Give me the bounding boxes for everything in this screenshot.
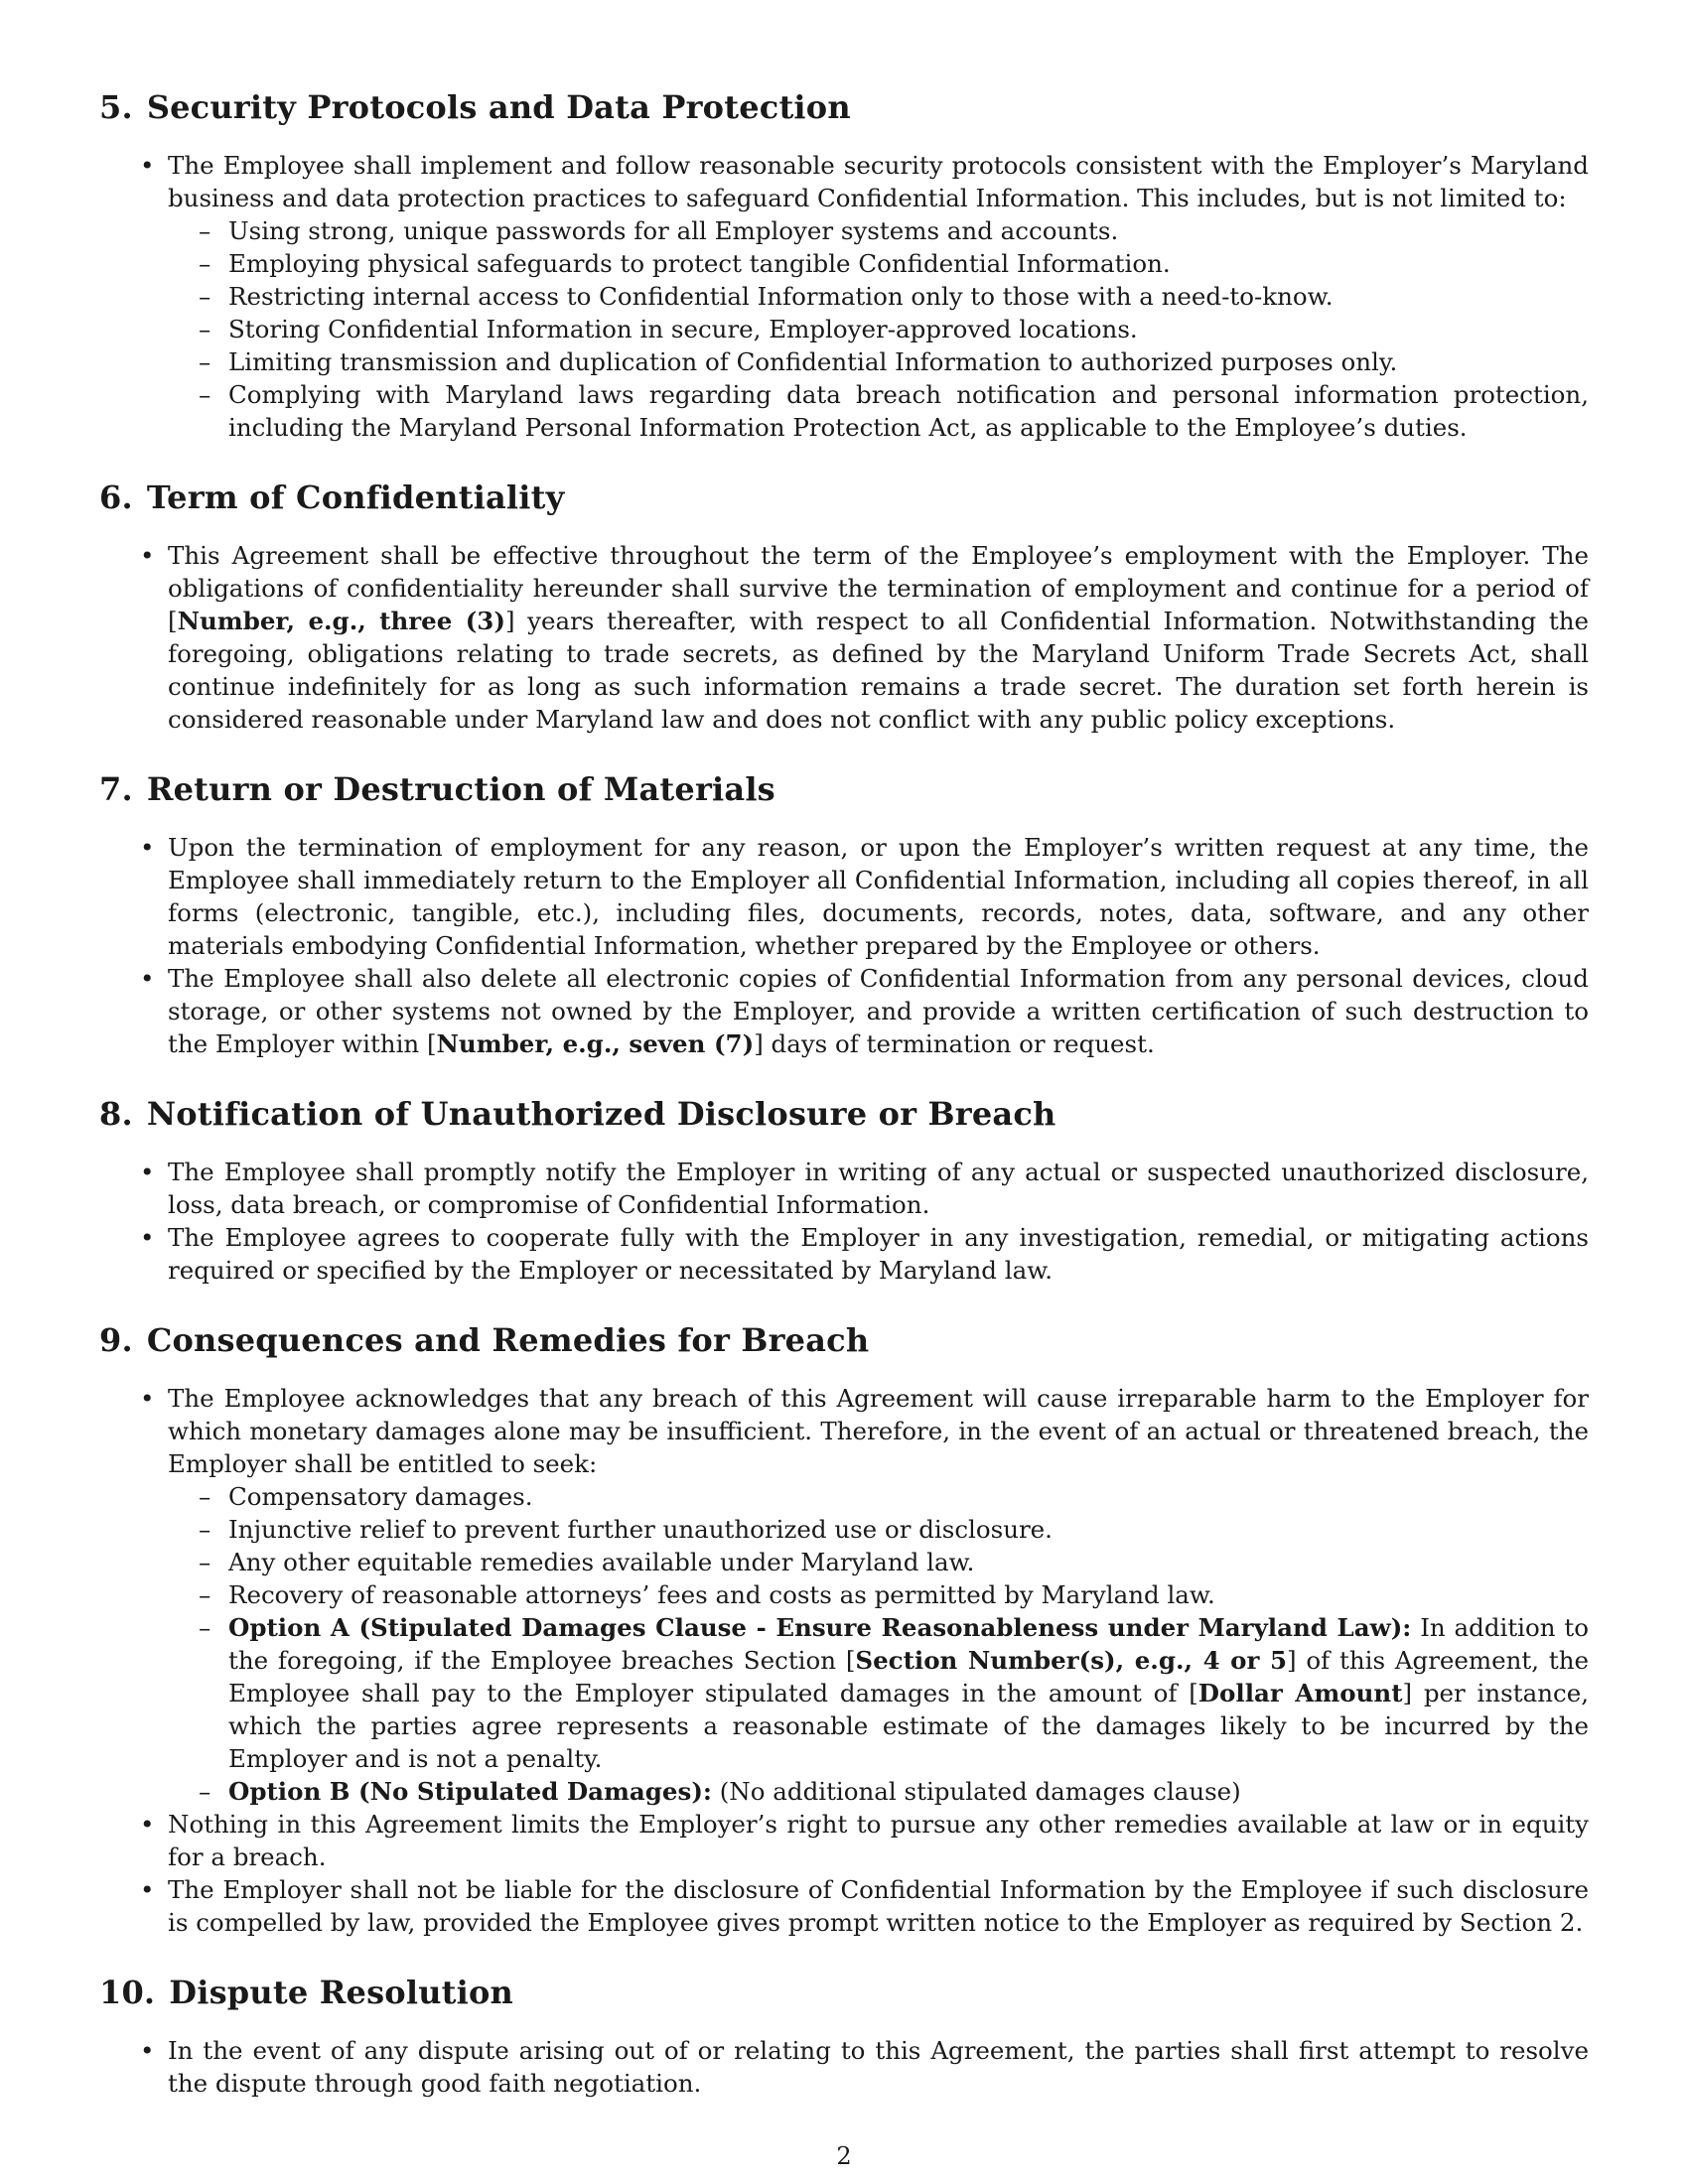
sub-list-item: – Injunctive relief to prevent further unauthorized use or disclosure. <box>228 1513 1589 1546</box>
sub-list-item: – Using strong, unique passwords for all Employer systems and accounts. <box>228 214 1589 247</box>
bullet-list <box>99 539 1589 736</box>
section-heading <box>99 1094 1589 1134</box>
sub-list-item: – Any other equitable remedies available under Maryland law. <box>228 1546 1589 1578</box>
placeholder-field: Section Number(s), e.g., 4 or 5 <box>855 1646 1288 1675</box>
placeholder-field: Number, e.g., seven (7) <box>436 1029 755 1058</box>
option-text: ] of this Agreement, the Employee shall pay to the Employer stipulated damages in the amount of [ <box>228 1646 1589 1707</box>
bullet-list <box>99 2034 1589 2100</box>
option-a-item <box>228 1611 1589 1775</box>
section-number: 7. <box>99 770 133 808</box>
sub-list-item: – Storing Confidential Information in secure, Employer-approved locations. <box>228 313 1589 345</box>
section-9 <box>99 1320 1589 1939</box>
section-number: 6. <box>99 478 133 516</box>
section-heading <box>99 769 1589 809</box>
bullet-text: The Employee shall implement and follow reasonable security protocols consistent with the Employer’s Maryland business and data protection practices to safeguard Confidential Information. This includes, but is not limited to: <box>168 151 1589 212</box>
option-text: In addition to the foregoing, if the Employee breaches Section [ <box>228 1613 1589 1675</box>
list-item: • The Employee agrees to cooperate fully with the Employer in any investigation, remedial, or mitigating actions required or specified by the Employer or necessitated by Maryland law. <box>168 1221 1589 1287</box>
bullet-list <box>99 1156 1589 1287</box>
section-heading <box>99 1973 1589 2012</box>
section-heading <box>99 1320 1589 1360</box>
placeholder-field: Dollar Amount <box>1197 1679 1403 1707</box>
list-item: • Upon the termination of employment for any reason, or upon the Employer’s written request at any time, the Employee shall immediately return to the Employer all Confidential Information, including all copies thereof, in all forms (electronic, tangible, etc.), including files, documents, records, notes, data, software, and any other materials embodying Confidential Information, whether prepared by the Employee or others. <box>168 831 1589 962</box>
section-6 <box>99 478 1589 736</box>
page-number: 2 <box>836 2142 852 2170</box>
section-number: 8. <box>99 1095 133 1133</box>
sub-list-item: – Recovery of reasonable attorneys’ fees and costs as permitted by Maryland law. <box>228 1578 1589 1611</box>
list-item <box>168 1382 1589 1808</box>
list-item: • The Employee shall promptly notify the Employer in writing of any actual or suspected unauthorized disclosure, loss, data breach, or compromise of Confidential Information. <box>168 1156 1589 1221</box>
bullet-text: ] days of termination or request. <box>754 1029 1155 1058</box>
bullet-text: ] years thereafter, with respect to all Confidential Information. Notwithstanding the foregoing, obligations relating to trade secrets, as defined by the Maryland Uniform Trade Secrets Act, shall continue indefinitely for as long as such information remains a trade secret. The duration set forth herein is considered reasonable under Maryland law and does not conflict with any public policy exceptions. <box>168 607 1589 734</box>
list-item <box>168 539 1589 736</box>
list-item <box>168 962 1589 1060</box>
section-title: Term of Confidentiality <box>146 478 565 516</box>
sub-list-item: – Restricting internal access to Confidential Information only to those with a need-to-know. <box>228 280 1589 313</box>
document-page <box>99 87 1589 2133</box>
sub-list <box>168 1480 1589 1808</box>
section-number: 9. <box>99 1321 133 1359</box>
option-text: (No additional stipulated damages clause) <box>711 1777 1241 1806</box>
bullet-list <box>99 831 1589 1060</box>
placeholder-field: Number, e.g., three (3) <box>177 607 505 635</box>
list-item <box>168 149 1589 444</box>
section-title: Notification of Unauthorized Disclosure or Breach <box>146 1095 1056 1133</box>
sub-list-item: – Limiting transmission and duplication of Confidential Information to authorized purposes only. <box>228 345 1589 378</box>
option-text: ] per instance, which the parties agree represents a reasonable estimate of the damages likely to be incurred by the Employer and is not a penalty. <box>228 1679 1589 1773</box>
sub-list <box>168 214 1589 444</box>
bullet-text: This Agreement shall be effective throughout the term of the Employee’s employment with the Employer. The obligations of confidentiality hereunder shall survive the termination of employment and continue for a period of [ <box>168 541 1589 635</box>
sub-list-item: – Complying with Maryland laws regarding data breach notification and personal information protection, including the Maryland Personal Information Protection Act, as applicable to the Employee’s duties. <box>228 378 1589 444</box>
bullet-list <box>99 149 1589 444</box>
bullet-list <box>99 1382 1589 1939</box>
section-8 <box>99 1094 1589 1287</box>
bullet-text: The Employee shall also delete all electronic copies of Confidential Information from any personal devices, cloud storage, or other systems not owned by the Employer, and provide a written certification of such destruction to the Employer within [ <box>168 964 1589 1058</box>
option-label: Option B (No Stipulated Damages): <box>228 1777 712 1806</box>
section-heading <box>99 478 1589 517</box>
section-heading <box>99 87 1589 127</box>
list-item: • In the event of any dispute arising out of or relating to this Agreement, the parties shall first attempt to resolve the dispute through good faith negotiation. <box>168 2034 1589 2100</box>
section-title: Dispute Resolution <box>169 1974 514 2011</box>
sub-list-item: – Compensatory damages. <box>228 1480 1589 1513</box>
section-title: Return or Destruction of Materials <box>146 770 775 808</box>
bullet-text: The Employee acknowledges that any breach of this Agreement will cause irreparable harm to the Employer for which monetary damages alone may be insufficient. Therefore, in the event of an actual or threatened breach, the Employer shall be entitled to seek: <box>168 1384 1589 1478</box>
option-label: Option A (Stipulated Damages Clause - Ensure Reasonableness under Maryland Law): <box>228 1613 1412 1642</box>
section-7 <box>99 769 1589 1060</box>
section-number: 5. <box>99 88 133 126</box>
section-number: 10. <box>99 1974 156 2011</box>
section-10 <box>99 1973 1589 2100</box>
section-title: Consequences and Remedies for Breach <box>146 1321 870 1359</box>
list-item: • Nothing in this Agreement limits the Employer’s right to pursue any other remedies available at law or in equity for a breach. <box>168 1808 1589 1873</box>
section-5 <box>99 87 1589 444</box>
section-title: Security Protocols and Data Protection <box>146 88 851 126</box>
sub-list-item: – Employing physical safeguards to protect tangible Confidential Information. <box>228 247 1589 280</box>
option-b-item <box>228 1775 1589 1808</box>
list-item: • The Employer shall not be liable for the disclosure of Confidential Information by the Employee if such disclosure is compelled by law, provided the Employee gives prompt written notice to the Employer as required by Section 2. <box>168 1873 1589 1939</box>
